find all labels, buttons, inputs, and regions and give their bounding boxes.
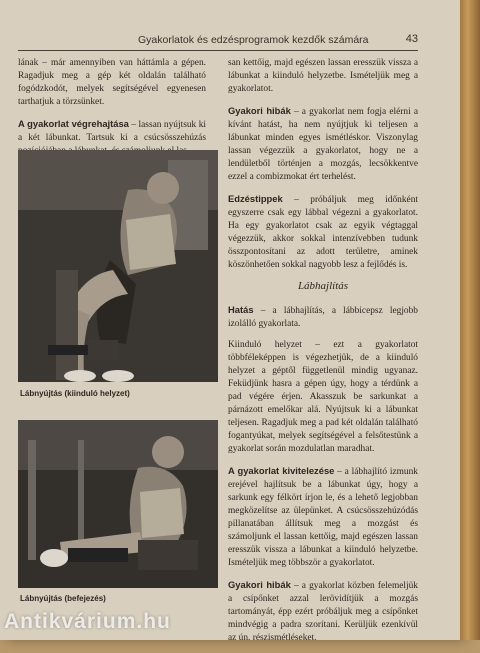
right-p2-heading: Gyakori hibák: [228, 105, 291, 116]
running-header: [18, 30, 418, 51]
left-p2-heading: A gyakorlat végrehajtása: [18, 118, 129, 129]
right-paragraph-1: san kettőig, majd egészen lassan eresszük vissza a lábunkat a kiinduló helyzetbe. Ismételjük meg a gyakorlatot.: [228, 58, 418, 94]
right-p4-text: – a lábhajlítás, a lábbicepsz legjobb izolálló gyakorlata.: [228, 306, 418, 329]
book-spine-edge: [460, 0, 480, 640]
right-paragraph-6: [228, 464, 418, 570]
right-paragraph-2: [228, 104, 418, 184]
right-paragraph-3: [228, 192, 418, 272]
right-p3-text: – próbáljuk meg időnként egyszerre csak egy lábbal végezni a gyakorlatot. Ha egy gyakorlatot csak az egyik végtaggal végezzük, akkor sokkal intenzívebben tudunk összpontosítani az adott területre, aminek köszönhetően sokkal nagyobb lesz a fejlődés is.: [228, 195, 418, 270]
right-p6-heading: A gyakorlat kivitelezése: [228, 465, 335, 476]
right-paragraph-7: [228, 578, 418, 645]
header-title: Gyakorlatok és edzésprogramok kezdők számára: [138, 34, 369, 46]
right-paragraph-4: [228, 303, 418, 331]
right-p6-text: – a lábhajlító izmunk erejével hajlítsuk be a lábunkat úgy, hogy a sarkunk egy félkört írjon le, és a lehető legjobban megközelítse az ülepünket. A csúcsösszehúzódás pillanatában állítsuk meg a mozgást és számoljunk el lassan kettőig, majd egészen lassan eresszük vissza a lábunkat a kiinduló helyzetbe. Ismételjük meg többször a gyakorlatot.: [228, 467, 418, 568]
right-paragraph-5: Kiinduló helyzet – ezt a gyakorlatot többféleképpen is végezhetjük, de a kiinduló helyzet a géptől függetlenül mindig ugyanaz. Feküdjünk hasra a gépen úgy, hogy a térdünk a pad végére érjen. Akasszuk be sarkunkat a párnázott emelőkar alá. Nyújtsuk ki a lábunkat teljesen. Ragadjuk meg a pad két oldalán található fogantyúkat, melyek segítségével a felsőtestünk a gyakorlat során mozdulatlan maradhat.: [228, 340, 418, 454]
right-p7-text: – a gyakorlat közben felemeljük a csípőnket azzal lerövidítjük a mozgás tartományát, épp ezért próbáljuk meg a csípőnket mindvégig a padra szorítani. Kerüljük ezenkívül az ún. részismétléseket.: [228, 581, 418, 643]
page-number: 43: [405, 33, 418, 45]
section-title: Lábhajlítás: [297, 280, 349, 292]
right-p2-text: – a gyakorlat nem fogja elérni a kívánt hatást, ha nem nyújtjuk ki teljesen a lábunkat minden egyes ismétléskor. Viszonylag lassan végezzük a gyakorlatot, hogy ne a lendületből történjen a mozgás, lecsökkentve ezzel a combizmokat ért terhelést.: [228, 107, 418, 182]
caption-photo-1: Lábnyújtás (kiinduló helyzet): [20, 389, 130, 398]
right-p3-heading: Edzéstippek: [228, 193, 283, 204]
left-p2-text: – lassan nyújtsuk ki a két lábunkat. Tartsuk ki a csúcsösszehúzás: [18, 120, 206, 143]
photo-leg-extension-start: [18, 150, 218, 382]
leg-extension-start-illustration: [18, 150, 218, 382]
right-p7-heading: Gyakori hibák: [228, 579, 291, 590]
right-p4-heading: Hatás: [228, 304, 254, 315]
right-column: [228, 57, 418, 653]
photo-leg-extension-end: [18, 420, 218, 588]
watermark-text: Antikvárium.hu: [4, 610, 171, 633]
caption-photo-2: Lábnyújtás (befejezés): [20, 594, 106, 603]
left-paragraph-1: lának – már amennyiben van háttámla a gépen. Ragadjuk meg a gép két oldalán található fogódzkodót, melyek segítségével egyenesen tarthatjuk a törzsünket.: [18, 58, 206, 107]
leg-extension-end-illustration: [18, 420, 218, 588]
